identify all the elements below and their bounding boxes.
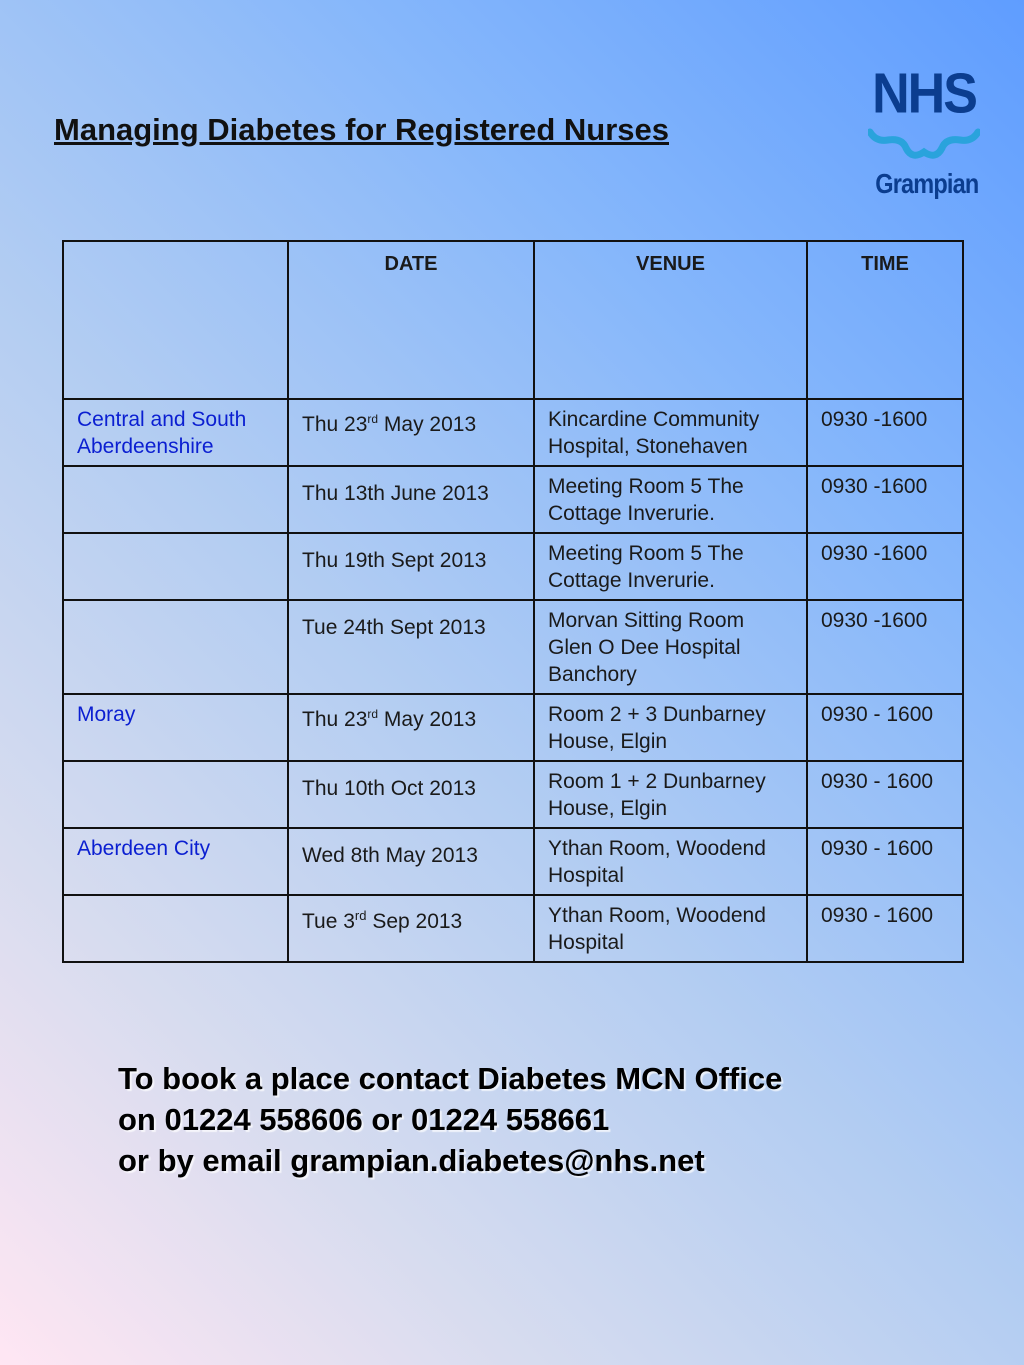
booking-contact-info [118, 1058, 782, 1181]
header-area [63, 241, 288, 399]
contact-line-office: To book a place contact Diabetes MCN Office [118, 1061, 783, 1096]
area-cell [63, 533, 288, 600]
time-cell: 0930 -1600 [807, 533, 963, 600]
logo-region-text: Grampian [875, 168, 979, 199]
date-cell: Tue 24th Sept 2013 [288, 600, 534, 694]
header-time: TIME [807, 241, 963, 399]
table-row [63, 761, 963, 828]
venue-cell: Kincardine Community Hospital, Stonehaven [534, 399, 807, 466]
time-cell: 0930 -1600 [807, 466, 963, 533]
venue-cell: Room 1 + 2 Dunbarney House, Elgin [534, 761, 807, 828]
venue-cell: Meeting Room 5 The Cottage Inverurie. [534, 533, 807, 600]
date-cell: Thu 23rd May 2013 [288, 399, 534, 466]
header-date: DATE [288, 241, 534, 399]
area-cell: Moray [63, 694, 288, 761]
date-cell: Thu 10th Oct 2013 [288, 761, 534, 828]
time-cell: 0930 -1600 [807, 399, 963, 466]
date-cell: Tue 3rd Sep 2013 [288, 895, 534, 962]
time-cell: 0930 - 1600 [807, 895, 963, 962]
date-cell: Thu 13th June 2013 [288, 466, 534, 533]
area-cell [63, 895, 288, 962]
wave-icon [868, 122, 980, 166]
area-cell: Central and South Aberdeenshire [63, 399, 288, 466]
course-schedule-table [62, 240, 964, 963]
venue-cell: Ythan Room, Woodend Hospital [534, 828, 807, 895]
table-row [63, 828, 963, 895]
venue-cell: Room 2 + 3 Dunbarney House, Elgin [534, 694, 807, 761]
table-row [63, 694, 963, 761]
table-row [63, 399, 963, 466]
table-row [63, 600, 963, 694]
area-cell [63, 600, 288, 694]
venue-cell: Ythan Room, Woodend Hospital [534, 895, 807, 962]
time-cell: 0930 -1600 [807, 600, 963, 694]
date-cell: Wed 8th May 2013 [288, 828, 534, 895]
table-row [63, 895, 963, 962]
header-venue: VENUE [534, 241, 807, 399]
contact-line-email[interactable]: or by email grampian.diabetes@nhs.net [118, 1143, 705, 1178]
contact-line-phone: on 01224 558606 or 01224 558661 [118, 1102, 610, 1137]
time-cell: 0930 - 1600 [807, 694, 963, 761]
nhs-grampian-logo [866, 64, 982, 210]
venue-cell: Morvan Sitting Room Glen O Dee Hospital Banchory [534, 600, 807, 694]
area-cell [63, 761, 288, 828]
time-cell: 0930 - 1600 [807, 761, 963, 828]
venue-cell: Meeting Room 5 The Cottage Inverurie. [534, 466, 807, 533]
table-header-row [63, 241, 963, 399]
date-cell: Thu 19th Sept 2013 [288, 533, 534, 600]
table-row [63, 466, 963, 533]
page-title: Managing Diabetes for Registered Nurses [54, 112, 669, 147]
table-row [63, 533, 963, 600]
logo-nhs-text: NHS [872, 62, 976, 126]
area-cell [63, 466, 288, 533]
time-cell: 0930 - 1600 [807, 828, 963, 895]
date-cell: Thu 23rd May 2013 [288, 694, 534, 761]
area-cell: Aberdeen City [63, 828, 288, 895]
